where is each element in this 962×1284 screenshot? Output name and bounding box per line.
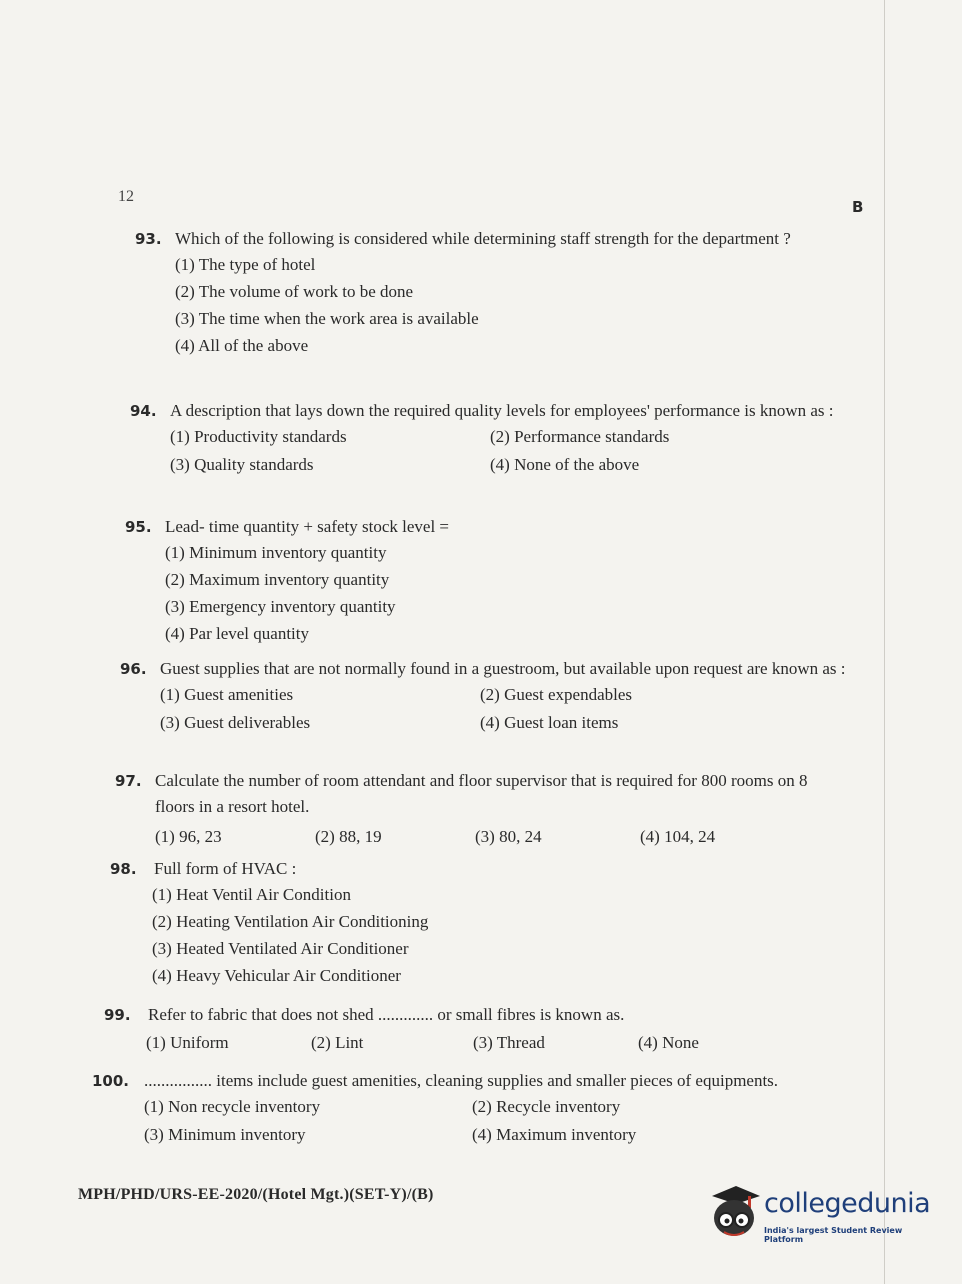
options-list <box>152 882 840 990</box>
question-number: 100. <box>92 1072 130 1090</box>
option-1: (1) Guest amenities <box>160 685 294 704</box>
logo-tagline: India's largest Student Review Platform <box>764 1226 903 1244</box>
question-text: Which of the following is considered while determining staff strength for the department ? <box>175 229 791 248</box>
option-1: (1) 96, 23 <box>155 827 222 846</box>
question-text: Lead- time quantity + safety stock level = <box>165 517 450 536</box>
options-row <box>155 824 845 850</box>
option-2: (2) Maximum inventory quantity <box>165 570 390 589</box>
question-text: Guest supplies that are not normally found in a guestroom, but available upon request are known as : <box>160 659 846 678</box>
options-grid <box>144 1094 838 1148</box>
option-2: (2) Heating Ventilation Air Conditioning <box>152 912 429 931</box>
question-number: 99. <box>104 1006 131 1024</box>
question-number: 97. <box>115 772 142 790</box>
option-3: (3) Guest deliverables <box>160 713 311 732</box>
question-94 <box>130 398 858 478</box>
option-2: (2) Guest expendables <box>480 685 633 704</box>
options-list <box>165 540 855 648</box>
page-edge-rule <box>884 0 885 1284</box>
question-96 <box>120 656 848 736</box>
option-1: (1) Heat Ventil Air Condition <box>152 885 351 904</box>
option-3: (3) Minimum inventory <box>144 1125 306 1144</box>
logo-wordmark: collegedunia <box>764 1188 931 1219</box>
option-2: (2) Recycle inventory <box>472 1097 621 1116</box>
question-99 <box>104 1002 840 1056</box>
option-2: (2) Lint <box>311 1033 364 1052</box>
option-4: (4) Maximum inventory <box>472 1125 637 1144</box>
options-grid <box>160 682 848 736</box>
question-text: Full form of HVAC : <box>154 859 297 878</box>
paper-code-footer: MPH/PHD/URS-EE-2020/(Hotel Mgt.)(SET-Y)/(B) <box>78 1186 434 1203</box>
question-text: A description that lays down the required quality levels for employees' performance is known as : <box>170 401 834 420</box>
question-97 <box>115 768 845 850</box>
option-4: (4) Heavy Vehicular Air Conditioner <box>152 966 401 985</box>
collegedunia-logo[interactable] <box>706 1178 936 1248</box>
option-3: (3) Quality standards <box>170 455 314 474</box>
option-1: (1) Uniform <box>146 1033 229 1052</box>
question-number: 98. <box>110 860 137 878</box>
question-number: 93. <box>135 230 162 248</box>
question-98 <box>110 856 840 990</box>
mascot-icon <box>706 1182 762 1244</box>
option-2: (2) The volume of work to be done <box>175 282 414 301</box>
option-4: (4) 104, 24 <box>640 827 716 846</box>
options-row <box>146 1030 840 1056</box>
option-4: (4) None of the above <box>490 455 640 474</box>
option-2: (2) Performance standards <box>490 427 670 446</box>
option-3: (3) Emergency inventory quantity <box>165 597 396 616</box>
option-4: (4) Par level quantity <box>165 624 309 643</box>
option-4: (4) None <box>638 1033 699 1052</box>
options-list <box>175 252 860 360</box>
question-100 <box>92 1068 838 1148</box>
question-95 <box>125 514 855 648</box>
option-1: (1) Productivity standards <box>170 427 347 446</box>
question-number: 95. <box>125 518 152 536</box>
set-code: B <box>852 198 864 216</box>
question-text: Calculate the number of room attendant and floor supervisor that is required for 800 rooms on 8 floors in a resort hotel. <box>155 771 808 816</box>
option-3: (3) Thread <box>473 1033 545 1052</box>
option-3: (3) The time when the work area is available <box>175 309 479 328</box>
option-1: (1) Non recycle inventory <box>144 1097 321 1116</box>
option-4: (4) All of the above <box>175 336 309 355</box>
option-3: (3) 80, 24 <box>475 827 542 846</box>
option-1: (1) Minimum inventory quantity <box>165 543 387 562</box>
question-93 <box>135 226 860 360</box>
question-number: 96. <box>120 660 147 678</box>
page-number: 12 <box>118 188 134 205</box>
option-4: (4) Guest loan items <box>480 713 619 732</box>
option-1: (1) The type of hotel <box>175 255 316 274</box>
question-text: Refer to fabric that does not shed ............. or small fibres is known as. <box>148 1005 625 1024</box>
question-number: 94. <box>130 402 157 420</box>
options-grid <box>170 424 858 478</box>
option-3: (3) Heated Ventilated Air Conditioner <box>152 939 409 958</box>
option-2: (2) 88, 19 <box>315 827 382 846</box>
question-text: ................ items include guest amenities, cleaning supplies and smaller pieces of equipments. <box>144 1071 779 1090</box>
